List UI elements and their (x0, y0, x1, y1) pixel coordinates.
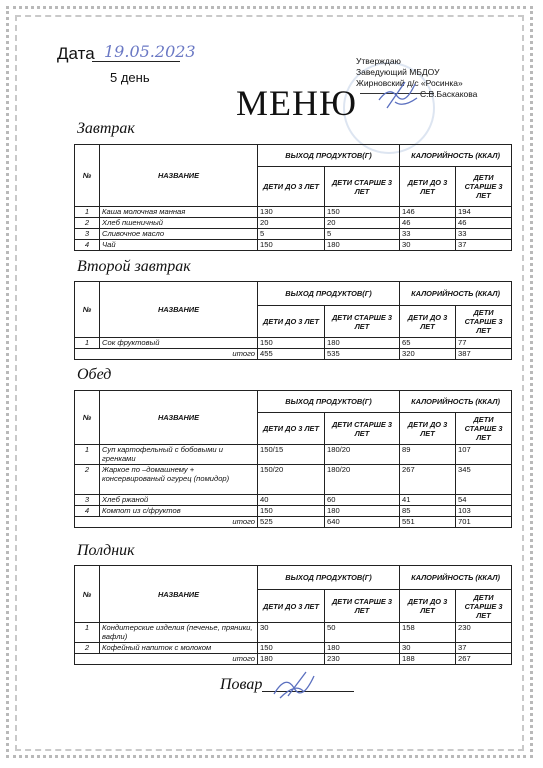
dish-name: Сок фруктовый (100, 338, 258, 349)
output-under3: 5 (258, 229, 325, 240)
output-over3: 180/20 (325, 465, 400, 495)
row-num: 1 (75, 207, 100, 218)
col-cal-under3: ДЕТИ ДО 3 ЛЕТ (400, 413, 456, 445)
output-over3: 180 (325, 240, 400, 251)
output-over3: 180 (325, 338, 400, 349)
row-num: 2 (75, 465, 100, 495)
col-cal-over3: ДЕТИ СТАРШЕ 3 ЛЕТ (456, 590, 512, 623)
col-cal-over3: ДЕТИ СТАРШЕ 3 ЛЕТ (456, 413, 512, 445)
dish-name: Сливочное масло (100, 229, 258, 240)
dish-name: Кондитерские изделия (печенье, пряники, вафли) (100, 623, 258, 643)
calories-under3: 267 (400, 465, 456, 495)
output-under3: 150 (258, 338, 325, 349)
col-calories: КАЛОРИЙНОСТЬ (ККАЛ) (400, 282, 512, 306)
calories-under3: 85 (400, 506, 456, 517)
output-over3: 180 (325, 643, 400, 654)
calories-over3: 37 (456, 240, 512, 251)
total-calories-under3: 188 (400, 654, 456, 665)
table-row (75, 465, 512, 495)
menu-table (74, 565, 512, 665)
calories-under3: 65 (400, 338, 456, 349)
output-over3: 20 (325, 218, 400, 229)
total-row (75, 654, 512, 665)
output-under3: 150 (258, 643, 325, 654)
total-calories-over3: 267 (456, 654, 512, 665)
calories-over3: 46 (456, 218, 512, 229)
table-row (75, 445, 512, 465)
col-calories: КАЛОРИЙНОСТЬ (ККАЛ) (400, 145, 512, 167)
calories-under3: 41 (400, 495, 456, 506)
row-num: 2 (75, 218, 100, 229)
table-row (75, 338, 512, 349)
total-calories-over3: 387 (456, 349, 512, 360)
output-over3: 180/20 (325, 445, 400, 465)
calories-over3: 194 (456, 207, 512, 218)
col-calories: КАЛОРИЙНОСТЬ (ККАЛ) (400, 391, 512, 413)
col-cal-over3: ДЕТИ СТАРШЕ 3 ЛЕТ (456, 167, 512, 207)
col-calories: КАЛОРИЙНОСТЬ (ККАЛ) (400, 566, 512, 590)
output-over3: 60 (325, 495, 400, 506)
row-num: 1 (75, 338, 100, 349)
calories-under3: 30 (400, 240, 456, 251)
total-calories-under3: 320 (400, 349, 456, 360)
calories-over3: 54 (456, 495, 512, 506)
dish-name: Жаркое по –домашнему + консервированый огурец (помидор) (100, 465, 258, 495)
col-cal-under3: ДЕТИ ДО 3 ЛЕТ (400, 306, 456, 338)
date-underline (92, 61, 180, 62)
output-over3: 50 (325, 623, 400, 643)
output-over3: 180 (325, 506, 400, 517)
col-cal-under3: ДЕТИ ДО 3 ЛЕТ (400, 590, 456, 623)
menu-table (74, 144, 512, 251)
dish-name: Компот из с/фруктов (100, 506, 258, 517)
calories-over3: 77 (456, 338, 512, 349)
calories-over3: 103 (456, 506, 512, 517)
row-num: 4 (75, 506, 100, 517)
table-row (75, 207, 512, 218)
director-signature (375, 78, 421, 114)
total-label: итого (75, 517, 258, 528)
col-name: НАЗВАНИЕ (100, 566, 258, 623)
dish-name: Хлеб пшеничный (100, 218, 258, 229)
table-row (75, 240, 512, 251)
date-label: Дата (57, 44, 95, 63)
total-output-under3: 455 (258, 349, 325, 360)
total-output-over3: 535 (325, 349, 400, 360)
col-output: ВЫХОД ПРОДУКТОВ(Г) (258, 145, 400, 167)
calories-over3: 230 (456, 623, 512, 643)
calories-under3: 89 (400, 445, 456, 465)
table-row (75, 643, 512, 654)
approval-line-2: Заведующий МБДОУ (356, 67, 440, 77)
total-output-over3: 230 (325, 654, 400, 665)
calories-over3: 107 (456, 445, 512, 465)
section-title: Завтрак (77, 120, 135, 137)
col-output: ВЫХОД ПРОДУКТОВ(Г) (258, 566, 400, 590)
col-cal-under3: ДЕТИ ДО 3 ЛЕТ (400, 167, 456, 207)
col-output-over3: ДЕТИ СТАРШЕ 3 ЛЕТ (325, 167, 400, 207)
col-cal-over3: ДЕТИ СТАРШЕ 3 ЛЕТ (456, 306, 512, 338)
dish-name: Кофейный напиток с молоком (100, 643, 258, 654)
total-calories-over3: 701 (456, 517, 512, 528)
output-under3: 130 (258, 207, 325, 218)
total-label: итого (75, 654, 258, 665)
row-num: 1 (75, 445, 100, 465)
section-title: Второй завтрак (77, 258, 191, 275)
total-row (75, 517, 512, 528)
calories-under3: 30 (400, 643, 456, 654)
dish-name: Хлеб ржаной (100, 495, 258, 506)
table-row (75, 623, 512, 643)
calories-over3: 345 (456, 465, 512, 495)
calories-under3: 46 (400, 218, 456, 229)
output-over3: 5 (325, 229, 400, 240)
total-output-under3: 180 (258, 654, 325, 665)
col-name: НАЗВАНИЕ (100, 145, 258, 207)
total-calories-under3: 551 (400, 517, 456, 528)
page-title: МЕНЮ (236, 83, 357, 123)
col-name: НАЗВАНИЕ (100, 282, 258, 338)
col-num: № (75, 145, 100, 207)
row-num: 1 (75, 623, 100, 643)
output-under3: 150/20 (258, 465, 325, 495)
day-label: 5 день (110, 70, 150, 85)
col-output-under3: ДЕТИ ДО 3 ЛЕТ (258, 413, 325, 445)
approval-line-4: С.В.Баскакова (420, 89, 478, 99)
output-under3: 150/15 (258, 445, 325, 465)
calories-over3: 33 (456, 229, 512, 240)
total-row (75, 349, 512, 360)
output-under3: 150 (258, 506, 325, 517)
total-label: итого (75, 349, 258, 360)
cook-signature (270, 668, 318, 702)
col-output-under3: ДЕТИ ДО 3 ЛЕТ (258, 590, 325, 623)
approval-line-3: Жирновский д/с «Росинка» (356, 78, 463, 88)
total-output-over3: 640 (325, 517, 400, 528)
cook-label: Повар (220, 676, 263, 693)
row-num: 4 (75, 240, 100, 251)
col-output: ВЫХОД ПРОДУКТОВ(Г) (258, 391, 400, 413)
row-num: 3 (75, 229, 100, 240)
row-num: 3 (75, 495, 100, 506)
col-num: № (75, 282, 100, 338)
output-under3: 40 (258, 495, 325, 506)
dish-name: Чай (100, 240, 258, 251)
col-name: НАЗВАНИЕ (100, 391, 258, 445)
section-title: Полдник (77, 542, 135, 559)
output-under3: 30 (258, 623, 325, 643)
col-output-over3: ДЕТИ СТАРШЕ 3 ЛЕТ (325, 590, 400, 623)
calories-over3: 37 (456, 643, 512, 654)
output-under3: 20 (258, 218, 325, 229)
table-row (75, 229, 512, 240)
total-output-under3: 525 (258, 517, 325, 528)
col-num: № (75, 566, 100, 623)
dish-name: Суп картофельный с бобовыми и гренками (100, 445, 258, 465)
col-output: ВЫХОД ПРОДУКТОВ(Г) (258, 282, 400, 306)
col-output-under3: ДЕТИ ДО 3 ЛЕТ (258, 167, 325, 207)
approval-line-1: Утверждаю (356, 56, 401, 66)
col-output-over3: ДЕТИ СТАРШЕ 3 ЛЕТ (325, 413, 400, 445)
col-output-under3: ДЕТИ ДО 3 ЛЕТ (258, 306, 325, 338)
table-row (75, 218, 512, 229)
col-num: № (75, 391, 100, 445)
calories-under3: 146 (400, 207, 456, 218)
col-output-over3: ДЕТИ СТАРШЕ 3 ЛЕТ (325, 306, 400, 338)
date-value: 19.05.2023 (104, 42, 196, 61)
section-title: Обед (77, 366, 112, 383)
dish-name: Каша молочная манная (100, 207, 258, 218)
output-over3: 150 (325, 207, 400, 218)
menu-table (74, 281, 512, 360)
menu-table (74, 390, 512, 528)
calories-under3: 33 (400, 229, 456, 240)
row-num: 2 (75, 643, 100, 654)
calories-under3: 158 (400, 623, 456, 643)
output-under3: 150 (258, 240, 325, 251)
table-row (75, 506, 512, 517)
table-row (75, 495, 512, 506)
